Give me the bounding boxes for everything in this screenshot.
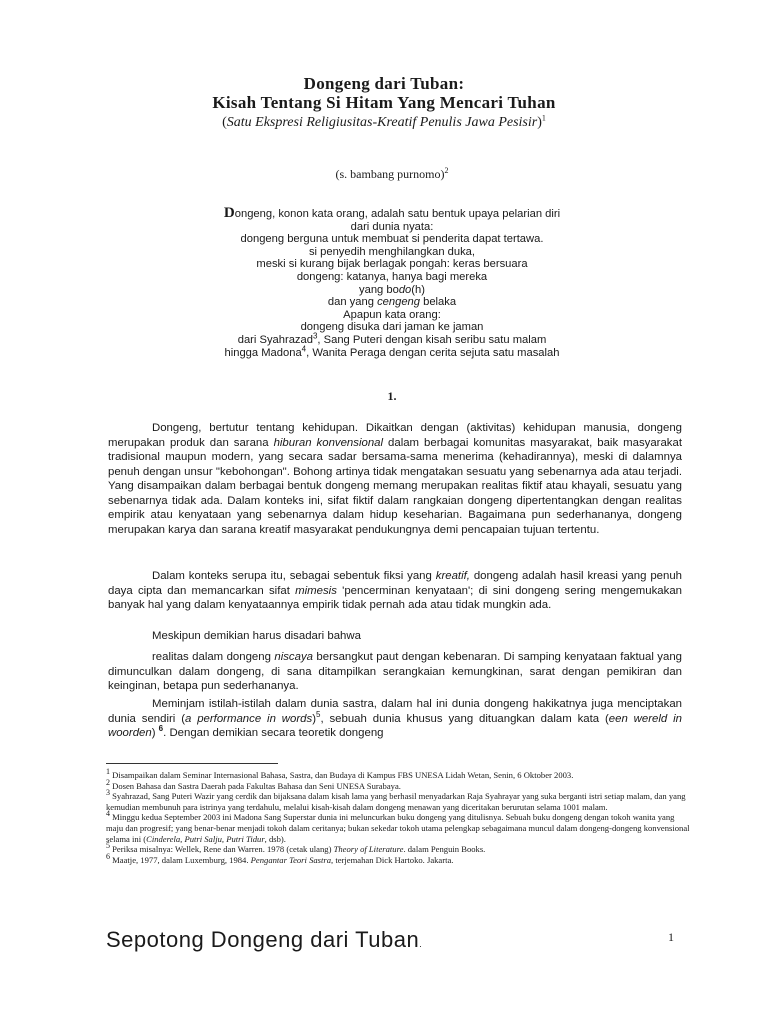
footnote-text: , dsb). (264, 833, 286, 844)
footnote-text: . dalam Penguin Books. (403, 844, 486, 855)
footnote-marker: 5 (106, 841, 110, 851)
body-text: dalam berbagai komunitas masyarakat, baik masyarakat tradisional maupun modern, yang secara sadar bersama-sama menerima (kehadirannya), meski di dalamnya penuh dengan unsur "kebohongan". Bohong artinya tidak mengatakan sesuatu yang sebenarnya ada atau terjadi. Yang disampaikan dalam berbagai bentuk dongeng memang merupakan realitas fiktif atau khayali, sesuatu yang sebenarnya tidak ada. Dalam konteks ini, sifat fiktif dalam rangkaian dongeng dipertentangkan dengan realitas empirik atau kenyataan yang sebenarnya dalam hidup keseharian. Bagaimana pun sederhananya, dongeng merupakan karya dan sarana kreatif masyarakat pendukungnya demi pencapaian tujuan tertentu. (108, 436, 682, 536)
footer-title-text: Sepotong Dongeng dari Tuban (106, 927, 420, 952)
poem-line (0, 207, 768, 221)
footnote-marker: 3 (106, 788, 110, 798)
body-text: . Dengan demikian secara teoretik dongeng (163, 727, 384, 739)
footnote-3 (106, 788, 691, 812)
footnote-marker: 4 (106, 809, 110, 819)
footnote-text: Disampaikan dalam Seminar Internasional Bahasa, Sastra, dan Budaya di Kampus FBS UNESA Lidah Wetan, Senin, 6 Oktober 2003. (110, 770, 574, 780)
poem-italic-text: do (398, 283, 412, 296)
body-text: , sebuah dunia khusus yang dituangkan dalam kata ( (320, 712, 609, 725)
body-italic-text: a performance in words (185, 712, 313, 725)
poem-text: dari Syahrazad (237, 333, 313, 346)
poem-text: hingga Madona (224, 346, 302, 359)
body-italic-text: niscaya (274, 651, 313, 663)
footnote-1 (106, 767, 691, 781)
footnote-6 (106, 851, 691, 866)
body-italic-text: een wereld in woorden (108, 712, 682, 739)
footnote-text: , terjemahan Dick Hartoko. Jakarta. (331, 854, 454, 865)
poem-line (0, 296, 768, 309)
footnote-text: Minggu kedua September 2003 ini Madona Sang Superstar dunia ini meluncurkan buku dongeng yang ditulisnya. Sebuah buku dongeng dengan tokoh wanita yang maju dan progresif; yang benar-benar menjadi tokoh dalam ceritanya; bukan sekedar tokoh utama pelengkap sebagaimana muncul dalam dongeng-dongeng konvensional selama ini ( (106, 812, 690, 844)
poem-line: dongeng berguna untuk membuat si penderita dapat tertawa. (240, 233, 544, 246)
footnotes (106, 767, 691, 865)
body-paragraph-5 (108, 697, 682, 741)
footnote-2 (106, 777, 691, 792)
poem-line-text: ongeng, konon kata orang, adalah satu bentuk upaya pelarian diri (234, 208, 561, 220)
footnote-4 (106, 809, 691, 844)
poem-line (0, 343, 768, 360)
footnote-ref: 6 (158, 724, 164, 734)
subtitle (0, 115, 768, 131)
footnote-marker: 1 (106, 767, 110, 777)
footer-running-title (106, 927, 422, 953)
body-paragraph-1 (108, 421, 682, 537)
footnote-text: Maatje, 1977, dalam Luxemburg, 1984. (110, 854, 251, 865)
section-number: 1. (387, 389, 397, 403)
footnote-ref: 5 (315, 709, 321, 719)
footnote-text: Dosen Bahasa dan Sastra Daerah pada Fakultas Bahasa dan Seni UNESA Surabaya. (110, 780, 401, 791)
body-italic-text: hiburan konvensional (273, 436, 384, 449)
footnote-text: Syahrazad, Sang Puteri Wazir yang cerdik dan bijaksana dalam kisah lama yang berhasil menyadarkan Raja Syahrayar yang suka berganti istri setiap malam, dan yang kemudian membunuh para istrinya yang terdahulu, melalui kisah-kisah dalam dongeng menawan yang diceritakan berurutan selama 1001 malam. (106, 791, 686, 812)
body-italic-text: mimesis (295, 584, 337, 597)
footnote-text: Periksa misalnya: Wellek, Rene dan Warren. 1978 (cetak ulang) (110, 844, 334, 855)
footnote-italic-text: Theory of Literature (333, 844, 404, 855)
body-italic-text: kreatif, (435, 570, 470, 582)
body-paragraph-2 (108, 569, 682, 613)
page-number: 1 (668, 930, 674, 944)
body-text: Dongeng, bertutur tentang kehidupan. Dikaitkan dengan (aktivitas) kehidupan manusia, dongeng merupakan produk dan sarana (108, 422, 682, 449)
poem-line: dongeng disuka dari jaman ke jaman (300, 321, 484, 334)
poem-text: yang bo (359, 283, 399, 296)
body-text: realitas dalam dongeng (152, 651, 275, 663)
poem-line: Apapun kata orang: (343, 308, 441, 321)
title-line-1: Dongeng dari Tuban: (303, 74, 465, 93)
poem-dropcap: D (223, 205, 235, 221)
footnote-ref: 3 (312, 331, 318, 341)
poem-line (0, 331, 768, 347)
body-paragraph-3 (108, 629, 682, 644)
subtitle-close-paren: ) (537, 115, 542, 130)
poem-text: , Wanita Peraga dengan cerita sejuta satu masalah (306, 346, 560, 359)
poem-line: si penyedih menghilangkan duka, (308, 245, 476, 258)
footnote-italic-text: Pengantar Teori Sastra (250, 854, 332, 865)
author-footnote-ref: 2 (444, 166, 449, 175)
poem-text: dan yang (327, 296, 378, 309)
poem-text: (h) (411, 283, 425, 296)
body-text: ) (151, 727, 159, 739)
subtitle-open-paren: ( (222, 115, 227, 130)
footnote-marker: 6 (106, 851, 110, 861)
footnote-5 (106, 841, 691, 855)
body-text: dongeng adalah hasil kreasi yang penuh daya cipta dan memancarkan sifat (108, 570, 682, 597)
subtitle-text: Satu Ekspresi Religiusitas-Kreatif Penulis Jawa Pesisir (226, 115, 538, 130)
poem-text: , Sang Puteri dengan kisah seribu satu malam (317, 333, 547, 346)
body-text: Meminjam istilah-istilah dalam dunia sastra, dalam hal ini dunia dongeng hakikatnya juga menciptakan dunia sendiri ( (108, 698, 682, 725)
author (0, 167, 768, 182)
poem-line: dari dunia nyata: (350, 220, 434, 233)
poem-text: belaka (420, 296, 457, 309)
footnote-marker: 2 (106, 777, 110, 787)
body-text: Dalam konteks serupa itu, sebagai sebentuk fiksi yang (152, 570, 436, 582)
footnote-italic-text: Cinderela, Putri Salju, Putri Tidur (146, 833, 265, 844)
subtitle-footnote-ref: 1 (541, 113, 546, 123)
body-text: 'pencerminan kenyataan'; di sini dongeng sering mengemukakan banyak hal yang dalam kenyataannya empirik tidak pernah ada atau tidak mungkin ada. (108, 584, 682, 611)
footnote-ref: 4 (301, 343, 307, 353)
body-text: bersangkut paut dengan kebenaran. Di samping kenyataan faktual yang dimunculkan dalam dongeng, di sana ditampilkan serangkaian kemungkinan, sarat dengan pemikiran dan keinginan, betapa pun sederhananya. (108, 651, 682, 692)
title-line-2: Kisah Tentang Si Hitam Yang Mencari Tuhan (212, 93, 556, 112)
poem-line: dongeng: katanya, hanya bagi mereka (296, 270, 488, 283)
poem-line: meski si kurang bijak berlagak pongah: keras bersuara (256, 258, 528, 271)
body-text: Meskipun demikian harus disadari bahwa (152, 630, 361, 642)
body-paragraph-4 (108, 650, 682, 694)
epigraph-poem (0, 207, 768, 359)
poem-italic-text: cengeng (377, 296, 420, 309)
footer-title-dot: . (419, 939, 423, 949)
author-name: (s. bambang purnomo) (335, 167, 445, 181)
poem-line (0, 284, 768, 297)
body-text: ) (312, 712, 316, 725)
footnote-divider (106, 763, 278, 764)
